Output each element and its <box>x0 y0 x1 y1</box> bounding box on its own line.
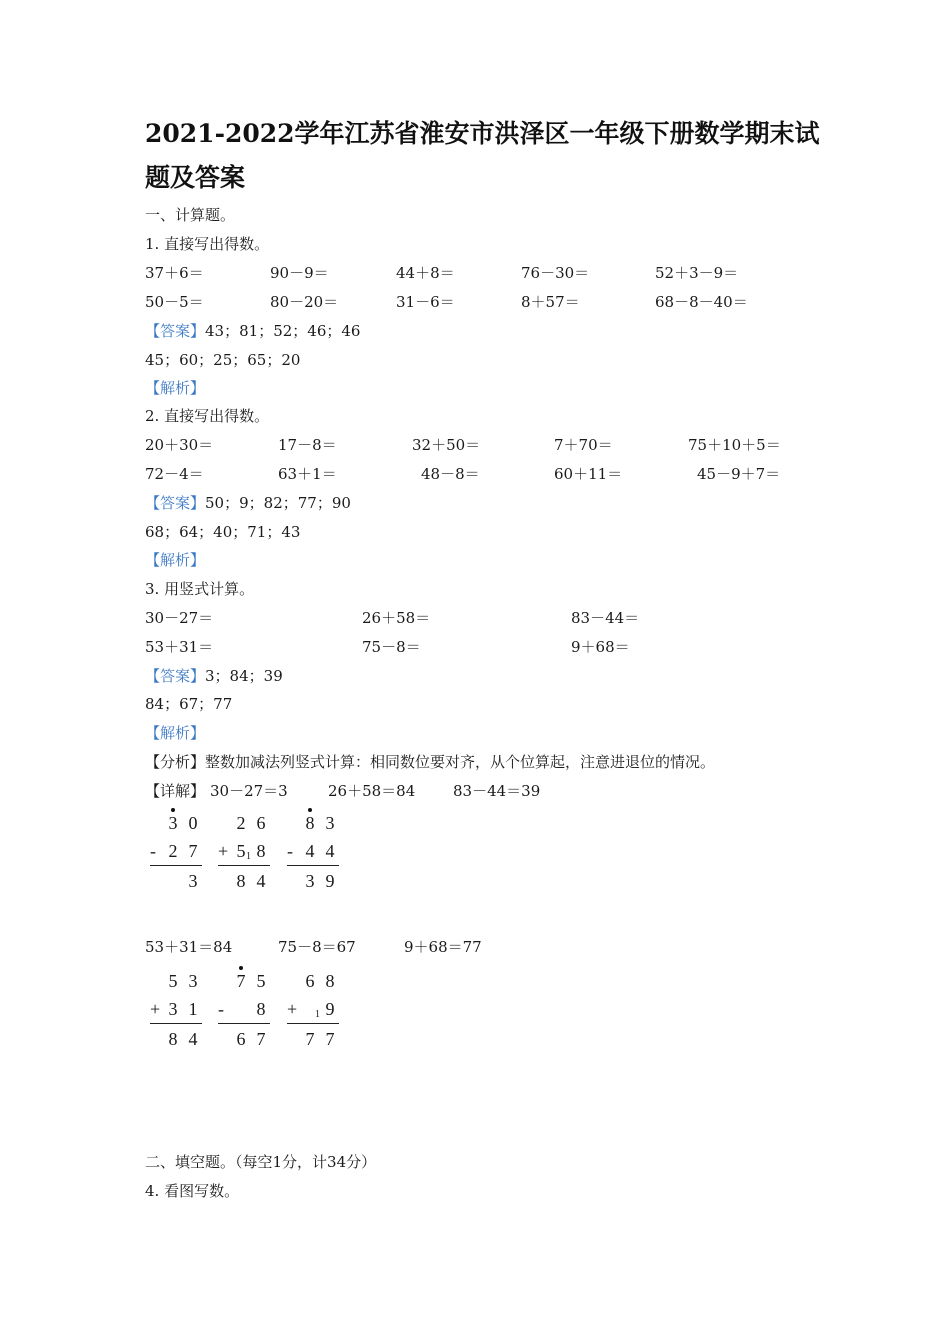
top-digit: 3 <box>188 971 198 991</box>
vertical-calc <box>218 971 272 1051</box>
q2-expr: 17－8＝ <box>278 436 337 454</box>
q2-expr: 20＋30＝ <box>145 436 214 454</box>
result-digit: 3 <box>188 871 198 891</box>
bottom-digit: 5 <box>236 841 246 861</box>
top-digit: 5 <box>256 971 266 991</box>
borrow-dot <box>239 966 243 970</box>
section1-heading: 一、计算题。 <box>145 206 236 224</box>
q2-expr: 48－8＝ <box>421 465 480 483</box>
q1-answer <box>145 321 360 341</box>
q2-analysis-tag: 【解析】 <box>145 551 206 569</box>
top-digit: 0 <box>188 813 198 833</box>
operator-sign: - <box>218 999 224 1019</box>
result-digit: 7 <box>256 1029 266 1049</box>
bottom-digit: 4 <box>305 841 315 861</box>
q3-analysis-tag: 【解析】 <box>145 724 206 742</box>
q2-expr: 7＋70＝ <box>554 436 613 454</box>
vertical-calc <box>150 813 204 893</box>
top-digit: 6 <box>256 813 266 833</box>
bottom-digit: 9 <box>325 999 335 1019</box>
q2-answer <box>145 493 351 513</box>
q1-expr: 52＋3－9＝ <box>655 264 739 282</box>
top-digit: 6 <box>305 971 315 991</box>
q1-expr: 76－30＝ <box>521 264 590 282</box>
q3-expr: 30－27＝ <box>145 609 214 627</box>
q2-answer-line2: 68；64；40；71；43 <box>145 523 301 541</box>
bottom-digit: 8 <box>256 999 266 1019</box>
q1-expr: 37＋6＝ <box>145 264 204 282</box>
vertical-calc <box>218 813 272 893</box>
q1-expr: 90－9＝ <box>270 264 329 282</box>
q3-expr: 9＋68＝ <box>571 638 630 656</box>
q1-expr: 44＋8＝ <box>396 264 455 282</box>
top-digit: 8 <box>305 813 315 833</box>
q3-detail: 53＋31＝84 <box>145 938 233 956</box>
result-digit: 8 <box>168 1029 178 1049</box>
answer-tag: 【答案】 <box>145 494 206 512</box>
answer-text: 3；84；39 <box>205 667 283 685</box>
q3-detail: 9＋68＝77 <box>404 938 482 956</box>
carry-digit: 1 <box>315 1009 320 1020</box>
answer-tag: 【答案】 <box>145 667 206 685</box>
q2-expr: 32＋50＝ <box>412 436 481 454</box>
q1-expr: 68－8－40＝ <box>655 293 748 311</box>
operator-sign: + <box>287 999 298 1019</box>
q1-label: 1. 直接写出得数。 <box>145 235 270 253</box>
section2-heading: 二、填空题。（每空1分，计34分） <box>145 1153 377 1171</box>
q1-expr: 8＋57＝ <box>521 293 580 311</box>
answer-text: 50；9；82；77；90 <box>205 494 351 512</box>
result-digit: 4 <box>188 1029 198 1049</box>
bottom-digit: 1 <box>188 999 198 1019</box>
q1-expr: 80－20＝ <box>270 293 339 311</box>
bottom-digit: 7 <box>188 841 198 861</box>
q3-expr: 26＋58＝ <box>362 609 431 627</box>
vertical-calc <box>287 813 341 893</box>
top-digit: 3 <box>325 813 335 833</box>
q2-expr: 63＋1＝ <box>278 465 337 483</box>
result-digit: 4 <box>256 871 266 891</box>
result-digit: 6 <box>236 1029 246 1049</box>
q1-answer-line2: 45；60；25；65；20 <box>145 351 301 369</box>
bottom-digit: 2 <box>168 841 178 861</box>
q2-expr: 60＋11＝ <box>554 465 623 483</box>
q3-expr: 53＋31＝ <box>145 638 214 656</box>
borrow-dot <box>308 808 312 812</box>
q2-expr: 72－4＝ <box>145 465 204 483</box>
top-digit: 3 <box>168 813 178 833</box>
q2-label: 2. 直接写出得数。 <box>145 407 270 425</box>
answer-text: 43；81；52；46；46 <box>205 322 361 340</box>
operator-sign: + <box>218 841 229 861</box>
sum-line <box>150 1023 202 1024</box>
q3-answer <box>145 666 283 686</box>
q3-detail: 26＋58＝84 <box>328 782 416 800</box>
document-title-line1: 2021-2022学年江苏省淮安市洪泽区一年级下册数学期末试 <box>145 119 820 148</box>
sum-line <box>218 1023 270 1024</box>
result-digit: 7 <box>305 1029 315 1049</box>
bottom-digit: 3 <box>168 999 178 1019</box>
sum-line <box>287 865 339 866</box>
sum-line <box>218 865 270 866</box>
q3-fenxi: 【分析】整数加减法列竖式计算：相同数位要对齐，从个位算起，注意进退位的情况。 <box>145 753 716 771</box>
result-digit: 9 <box>325 871 335 891</box>
top-digit: 2 <box>236 813 246 833</box>
q1-expr: 31－6＝ <box>396 293 455 311</box>
q4-label: 4. 看图写数。 <box>145 1182 240 1200</box>
result-digit: 3 <box>305 871 315 891</box>
q1-expr: 50－5＝ <box>145 293 204 311</box>
q3-detail: 75－8＝67 <box>278 938 356 956</box>
bottom-digit: 4 <box>325 841 335 861</box>
vertical-calc <box>287 971 341 1051</box>
sum-line <box>287 1023 339 1024</box>
document-title-line2: 题及答案 <box>145 163 246 192</box>
operator-sign: - <box>150 841 156 861</box>
carry-digit: 1 <box>246 851 251 862</box>
q1-analysis-tag: 【解析】 <box>145 379 206 397</box>
vertical-calc <box>150 971 204 1051</box>
q3-detail-tag: 【详解】 <box>145 782 206 800</box>
bottom-digit: 8 <box>256 841 266 861</box>
top-digit: 8 <box>325 971 335 991</box>
operator-sign: + <box>150 999 161 1019</box>
q3-detail: 30－27＝3 <box>210 782 288 800</box>
result-digit: 8 <box>236 871 246 891</box>
borrow-dot <box>171 808 175 812</box>
q3-label: 3. 用竖式计算。 <box>145 580 255 598</box>
q2-expr: 45－9＋7＝ <box>697 465 781 483</box>
sum-line <box>150 865 202 866</box>
q3-answer-line2: 84；67；77 <box>145 695 233 713</box>
q3-expr: 83－44＝ <box>571 609 640 627</box>
answer-tag: 【答案】 <box>145 322 206 340</box>
top-digit: 5 <box>168 971 178 991</box>
q3-expr: 75－8＝ <box>362 638 421 656</box>
q2-expr: 75＋10＋5＝ <box>688 436 781 454</box>
top-digit: 7 <box>236 971 246 991</box>
q3-detail: 83－44＝39 <box>453 782 541 800</box>
result-digit: 7 <box>325 1029 335 1049</box>
operator-sign: - <box>287 841 293 861</box>
